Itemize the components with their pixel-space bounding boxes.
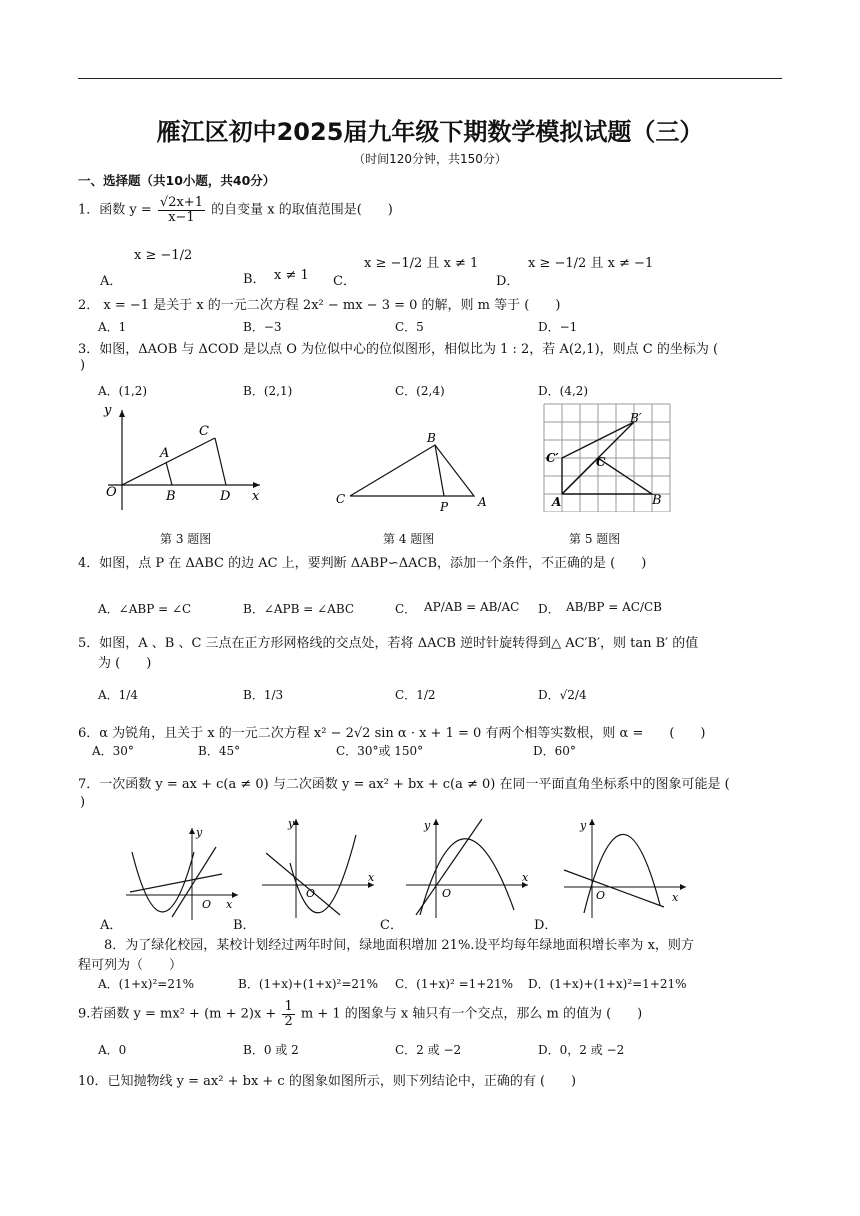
- q7-graph-a: [122, 822, 242, 922]
- question-7: 7．一次函数 y = ax + c(a ≠ 0) 与二次函数 y = ax² + bx + c(a ≠ 0) 在同一平面直角坐标系中的图象可能是 (: [78, 777, 730, 792]
- caption-fig-4: 第 4 题图: [383, 532, 435, 546]
- question-8: 8．为了绿化校园，某校计划经过两年时间，绿地面积增加 21%.设平均每年绿地面积增长率为 x，则方: [104, 938, 694, 953]
- q4-option-c-label: C．: [395, 602, 417, 616]
- svg-text:C: C: [596, 455, 606, 469]
- q7-graph-b: [258, 815, 378, 920]
- figure-q4: [330, 425, 495, 515]
- svg-text:x: x: [252, 489, 260, 504]
- svg-text:x: x: [522, 871, 529, 884]
- q7-graph-d: [560, 815, 690, 920]
- q1-option-d-label: D．: [496, 274, 520, 289]
- q1-option-c-label: C．: [333, 274, 356, 289]
- q9-option-a: A．0: [98, 1043, 127, 1057]
- q8-option-a: A．(1+x)²=21%: [98, 977, 195, 991]
- svg-text:x: x: [672, 891, 679, 904]
- question-2: 2． x = −1 是关于 x 的一元二次方程 2x² − mx − 3 = 0 的解，则 m 等于 ( ): [78, 298, 561, 313]
- svg-text:B: B: [652, 493, 662, 508]
- q6-option-b: B．45°: [198, 744, 241, 758]
- svg-text:y: y: [104, 403, 112, 418]
- question-5: 5．如图，A 、B 、C 三点在正方形网格线的交点处，若将 ΔACB 逆时针旋转得到△ AC′B′，则 tan B′ 的值: [78, 636, 699, 651]
- q4-option-d-label: D．: [538, 602, 560, 616]
- q4-option-d: AB/BP = AC/CB: [566, 600, 662, 614]
- header-rule: [78, 78, 782, 79]
- q3-option-b: B．(2,1): [243, 384, 293, 398]
- q3-option-d: D．(4,2): [538, 384, 589, 398]
- svg-text:O: O: [596, 889, 606, 902]
- q5-option-c: C．1/2: [395, 688, 436, 702]
- svg-text:O: O: [306, 887, 316, 900]
- question-5-cont: 为 ( ): [98, 656, 152, 671]
- svg-text:C: C: [336, 492, 346, 506]
- svg-text:B′: B′: [630, 411, 642, 425]
- svg-text:C: C: [199, 424, 209, 439]
- q1-option-a-label: A．: [100, 274, 123, 289]
- svg-text:O: O: [202, 898, 212, 911]
- question-3-cont: ): [80, 358, 86, 373]
- q5-option-b: B．1/3: [243, 688, 284, 702]
- exam-subtitle: （时间120分钟，共150分）: [353, 152, 507, 166]
- q6-option-d: D．60°: [533, 744, 576, 758]
- svg-text:P: P: [440, 500, 449, 514]
- q4-option-c: AP/AB = AB/AC: [424, 600, 520, 614]
- q9-option-c: C．2 或 −2: [395, 1043, 462, 1057]
- section-heading: 一、选择题（共10小题，共40分）: [78, 173, 276, 188]
- q6-option-c: C．30°或 150°: [336, 744, 424, 758]
- q1-option-b: x ≠ 1: [274, 268, 309, 283]
- q5-option-d: D．√2/4: [538, 688, 587, 702]
- svg-text:D: D: [220, 489, 231, 504]
- question-7-cont: ): [80, 795, 86, 810]
- svg-text:A: A: [552, 495, 562, 509]
- q6-option-a: A．30°: [92, 744, 134, 758]
- question-10: 10．已知抛物线 y = ax² + bx + c 的图象如图所示，则下列结论中，正确的有 ( ): [78, 1074, 577, 1089]
- svg-text:C′: C′: [546, 451, 559, 465]
- question-4: 4．如图，点 P 在 ΔABC 的边 AC 上，要判断 ΔABP∽ΔACB，添加一个条件，不正确的是 ( ): [78, 556, 647, 571]
- figure-q3: [98, 400, 268, 515]
- q2-option-c: C．5: [395, 320, 424, 334]
- caption-fig-5: 第 5 题图: [569, 532, 621, 546]
- q2-option-d: D．−1: [538, 320, 578, 334]
- svg-text:B: B: [166, 489, 176, 504]
- q7-label-d: D．: [534, 918, 558, 933]
- q3-option-c: C．(2,4): [395, 384, 445, 398]
- question-6: 6．α 为锐角，且关于 x 的一元二次方程 x² − 2√2 sin α · x + 1 = 0 有两个相等实数根，则 α = ( ): [78, 726, 706, 741]
- svg-text:y: y: [196, 826, 203, 839]
- svg-text:B: B: [427, 431, 436, 445]
- q8-option-d: D．(1+x)+(1+x)²=1+21%: [528, 977, 687, 991]
- figure-q5: [540, 400, 675, 512]
- svg-text:A: A: [478, 495, 487, 509]
- q7-graph-c: [402, 815, 532, 920]
- svg-text:O: O: [106, 485, 117, 500]
- question-1: 1．函数 y = $\frac{√2x+1}{x-1}$ 的自变量 x 的取值范围是( ): [78, 195, 393, 225]
- q4-option-b: B．∠APB = ∠ABC: [243, 602, 355, 616]
- q1-option-a: x ≥ −1/2: [134, 248, 193, 263]
- q2-option-a: A．1: [98, 320, 127, 334]
- q1-option-d: x ≥ −1/2 且 x ≠ −1: [528, 256, 654, 271]
- svg-text:y: y: [580, 819, 587, 832]
- caption-fig-3: 第 3 题图: [160, 532, 212, 546]
- q1-option-c: x ≥ −1/2 且 x ≠ 1: [364, 256, 479, 271]
- q8-option-c: C．(1+x)² =1+21%: [395, 977, 514, 991]
- q2-option-b: B．−3: [243, 320, 282, 334]
- svg-text:y: y: [288, 817, 295, 830]
- exam-title: 雁江区初中2025届九年级下期数学模拟试题（三）: [156, 118, 704, 146]
- q8-option-b: B．(1+x)+(1+x)²=21%: [238, 977, 379, 991]
- svg-text:x: x: [368, 871, 375, 884]
- svg-text:A: A: [160, 446, 170, 461]
- q1-option-b-label: B．: [243, 272, 266, 287]
- q5-option-a: A．1/4: [98, 688, 138, 702]
- question-3: 3．如图，ΔAOB 与 ΔCOD 是以点 O 为位似中心的位似图形，相似比为 1 : 2，若 A(2,1)，则点 C 的坐标为 (: [78, 342, 719, 357]
- question-9: 9.若函数 y = mx² + (m + 2)x + $\frac{1}{2}$ m + 1 的图象与 x 轴只有一个交点，那么 m 的值为 ( ): [78, 999, 643, 1029]
- q7-label-c: C．: [380, 918, 403, 933]
- q9-option-b: B．0 或 2: [243, 1043, 299, 1057]
- svg-text:x: x: [226, 898, 233, 911]
- q3-option-a: A．(1,2): [98, 384, 148, 398]
- q7-label-a: A．: [100, 918, 123, 933]
- q4-option-a: A．∠ABP = ∠C: [98, 602, 192, 616]
- q7-label-b: B．: [233, 918, 256, 933]
- svg-text:O: O: [442, 887, 452, 900]
- q9-option-d: D．0，2 或 −2: [538, 1043, 625, 1057]
- svg-text:y: y: [424, 819, 431, 832]
- question-8-cont: 程可列为（ ）: [78, 958, 183, 973]
